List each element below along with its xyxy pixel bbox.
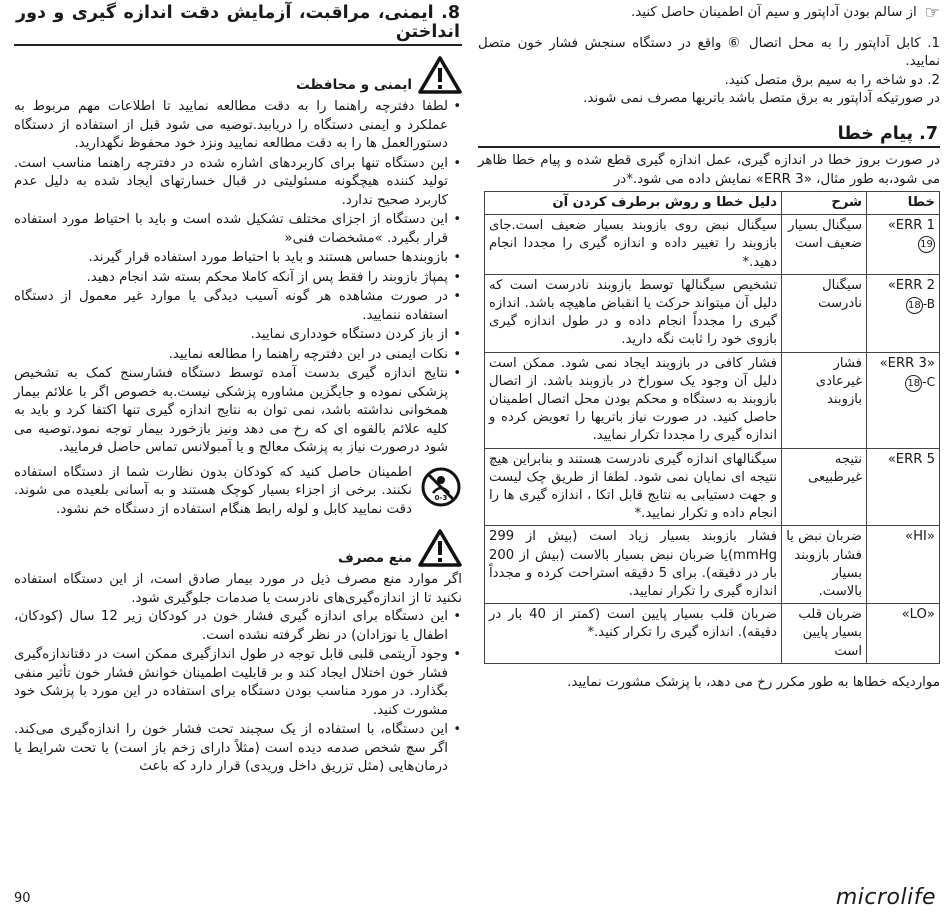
error-code: «ERR 1 <box>887 218 935 234</box>
list-item: 2. دو شاخه را به سیم برق متصل کنید. <box>724 72 940 88</box>
not-for-children-icon <box>420 466 462 508</box>
error-remedy: فشار بازوبند بسیار زیاد است (بیش از 299 mmHg)یا ضربان نبض بسیار بالاست (بیش از 200 بار در دقیقه). برای 5 دقیقه استراحت کرده و مجدداً اندازه گیری را تکرار نمایید. <box>485 526 782 604</box>
section-7-title: 7. پیام خطا <box>478 123 940 149</box>
section-8-title: 8. ایمنی، مراقبت، آزمایش دقت اندازه گیری و دور انداختن <box>14 0 462 46</box>
error-description: ضربان نبض یا فشار بازوبند بسیار بالاست. <box>782 526 867 604</box>
list-item: • بازوبندها حساس هستند و باید با احتیاط مورد استفاده قرار گیرند. <box>14 249 448 268</box>
error-remedy: سیگنال نبض روی بازوبند بسیار ضعیف است.جای بازوبند را تغییر داده و اندازه گیری را مجددا انجام دهید.* <box>485 215 782 275</box>
table-row <box>485 215 940 275</box>
error-code-cell <box>867 274 940 352</box>
list-item: • لطفا دفترچه راهنما را به دقت مطالعه نمایید تا اطلاعات مهم مربوط به عملکرد و ایمنی دستگاه را دریابید.توصیه می شود قبل از استفاده از دستگاه دستورالعمل ها را به دقت مطالعه نمایید ونزد خود محفوظ نگهدارید. <box>14 98 448 154</box>
error-code: «HI» <box>905 529 935 545</box>
contra-list <box>14 608 462 777</box>
figure-ref <box>905 373 935 392</box>
brand-logo: microlife <box>835 885 936 910</box>
error-code-cell <box>867 526 940 604</box>
error-remedy: ضربان قلب بسیار پایین است (کمتر از 40 بار در دقیقه). اندازه گیری را تکرار کنید.* <box>485 604 782 664</box>
safety-column <box>14 0 462 778</box>
repeat-error-advice: مواردیکه خطاها به طور مکرر رخ می دهد، با پزشک مشورت نمایید. <box>567 674 940 690</box>
list-item: • این دستگاه برای اندازه گیری فشار خون در کودکان زیر 12 سال (کودکان، اطفال یا نوزادان) در نظر گرفته نشده است. <box>14 608 448 645</box>
figure-ref <box>906 295 935 314</box>
column-header: خطا <box>867 192 940 215</box>
error-code: «ERR 3» <box>879 355 935 371</box>
error-remedy: سیگنالهای اندازه گیری نادرست هستند و بنابراین هیچ نتیجه ای نمایان نمی شود. لطفا از طریق چک لیست و جهت دستیابی به نتایج قابل اتکا ، اندازه گیری ها را انجام داده و تکرار نمایید.* <box>485 448 782 526</box>
list-item: • نکات ایمنی در این دفترچه راهنما را مطالعه نمایید. <box>14 346 448 365</box>
warning-triangle-icon <box>418 529 462 567</box>
column-header: دلیل خطا و روش برطرف کردن آن <box>485 192 782 215</box>
safety-title: ایمنی و محافظت <box>296 76 412 93</box>
error-description: نتیجه غیرطبیعی <box>782 448 867 526</box>
child-warning-text: اطمینان حاصل کنید که کودکان بدون نظارت شما از دستگاه استفاده نکنند. برخی از اجزاء بسیار کوچک هستند و به آسانی بلعیده می شوند. دقت نمایید کابل و لوله رابط هنگام استفاده از دستگاه خم نشود. <box>14 464 412 517</box>
error-description: سیگنال نادرست <box>782 274 867 352</box>
list-item: • این دستگاه تنها برای کاربردهای اشاره شده در دفترچه راهنما مناسب است. تولید کننده هیچگونه مسئولیتی در قبال خسارتهای ایجاد شده به دلیل عدم کاربرد صحیح ندارد. <box>14 155 448 211</box>
error-code: «LO» <box>901 607 935 623</box>
error-description: فشار غیرعادی بازوبند <box>782 352 867 448</box>
figure-ref-icon: 18 <box>906 297 923 314</box>
adapter-steps <box>478 35 940 109</box>
error-remedy: تشخیص سیگنالها توسط بازوبند نادرست است که دلیل آن میتواند حرکت یا انقباض ماهیچه باشد. اندازه گیری را مجدداً انجام داده و در طول اندازه گیری بازوی خود را ثابت نگه دارید. <box>485 274 782 352</box>
figure-ref-icon: 19 <box>918 236 935 253</box>
list-item: • نتایج اندازه گیری بدست آمده توسط دستگاه فشارسنج کمک به تشخیص پزشکی نموده و جایگزین مشاوره پزشکی نیست.به خصوص اگر با علائم بیمار همخوانی نداشته باشد، نمی توان به نتایج اندازه گیری تنها اکتفا کرد و باید به کلیه علائم بالقوه ای که رخ می دهد ونیز بازخورد بیمار توجه نمود.توصیه می شود درصورت نیاز به پزشک معالج و یا آمبولانس تماس حاصل فرمایید. <box>14 365 448 458</box>
error-code-cell <box>867 604 940 664</box>
figure-ref-icon: 18 <box>905 375 922 392</box>
list-item: • از باز کردن دستگاه خودداری نمایید. <box>14 326 448 345</box>
error-code-cell <box>867 448 940 526</box>
error-description: سیگنال بسیار ضعیف است <box>782 215 867 275</box>
page-number: 90 <box>14 891 31 906</box>
list-item: • این دستگاه، با استفاده از یک سچبند تحت فشار خون را اندازه‌گیری می‌کند. اگر سچ شخص صدمه دیده است (مثلاً دارای زخم باز است) یا تحت شرایط یا درمان‌هایی (مثل تزریق داخل وریدی) قرار دارد که باعث <box>14 721 448 777</box>
table-row <box>485 352 940 448</box>
error-table <box>484 191 940 664</box>
warning-triangle-icon <box>418 56 462 94</box>
error-code: «ERR 5 <box>887 451 935 467</box>
pointing-hand-icon: ☞ <box>924 3 940 24</box>
list-item: • پمپاژ بازوبند را فقط پس از آنکه کاملا محکم بسته شد انجام دهید. <box>14 269 448 288</box>
error-remedy: فشار کافی در بازوبند ایجاد نمی شود. ممکن است دلیل آن وجود یک سوراخ در بازوبند باشد. از اتصال بازوبند به دستگاه و محکم بودن محل اتصال اطمینان حاصل کنید. در صورت نیاز باتریها را تعویض کرده و اندازه گیری را مجددا تکرار نمایید. <box>485 352 782 448</box>
table-row <box>485 526 940 604</box>
column-header: شرح <box>782 192 867 215</box>
safety-list <box>14 98 462 458</box>
error-code-cell <box>867 352 940 448</box>
list-item: 1. کابل آداپتور را به محل اتصال ⑥ واقع در دستگاه سنجش فشار خون متصل نمایید. <box>478 35 940 69</box>
contra-subheader <box>14 529 462 567</box>
list-item: • این دستگاه از اجزای مختلف تشکیل شده است و باید با احتیاط مورد استفاده قرار بگیرد. »مشخصات فنی« <box>14 211 448 248</box>
error-code: «ERR 2 <box>887 277 935 293</box>
child-icon-label: 0-3 <box>434 493 448 502</box>
table-row <box>485 604 940 664</box>
child-warning <box>14 464 462 520</box>
figure-suffix: -C <box>922 374 935 389</box>
error-intro: در صورت بروز خطا در اندازه گیری، عمل اندازه گیری قطع شده و پیام خطا ظاهر می شود،به طور مثال، «ERR 3» نمایش داده می شود.*در <box>478 153 940 187</box>
list-item: • وجود آریتمی قلبی قابل توجه در طول اندازگیری ممکن است در دقتاندازه‌گیری فشار خون اختلال ایجاد کند و بر قابلیت اطمینان خوانش فشار خون تأثیر منفی بگذارد. در مورد مناسب بودن دستگاه برای استفاده در این مورد با پزشک خود مشورت کنید. <box>14 646 448 720</box>
list-item: • در صورت مشاهده هر گونه آسیب دیدگی یا موارد غیر معمول از دستگاه استفاده ننمایید. <box>14 288 448 325</box>
adapter-note <box>478 4 940 23</box>
error-column <box>478 0 940 692</box>
note-text: از سالم بودن آداپتور و سیم آن اطمینان حاصل کنید. <box>631 5 917 20</box>
table-header-row <box>485 192 940 215</box>
contra-title: منع مصرف <box>337 549 412 566</box>
table-row <box>485 274 940 352</box>
table-row <box>485 448 940 526</box>
figure-suffix: -B <box>922 297 935 312</box>
error-description: ضربان قلب بسیار پایین است <box>782 604 867 664</box>
contra-intro: اگر موارد منع مصرف ذیل در مورد بیمار صادق است، از این دستگاه استفاده نکنید تا از اندازه‌گیری‌های نادرست یا صدمات جلوگیری شود. <box>14 572 462 606</box>
safety-subheader <box>14 56 462 94</box>
list-item: در صورتیکه آداپتور به برق متصل باشد باتریها مصرف نمی شوند. <box>583 91 940 106</box>
error-code-cell <box>867 215 940 275</box>
